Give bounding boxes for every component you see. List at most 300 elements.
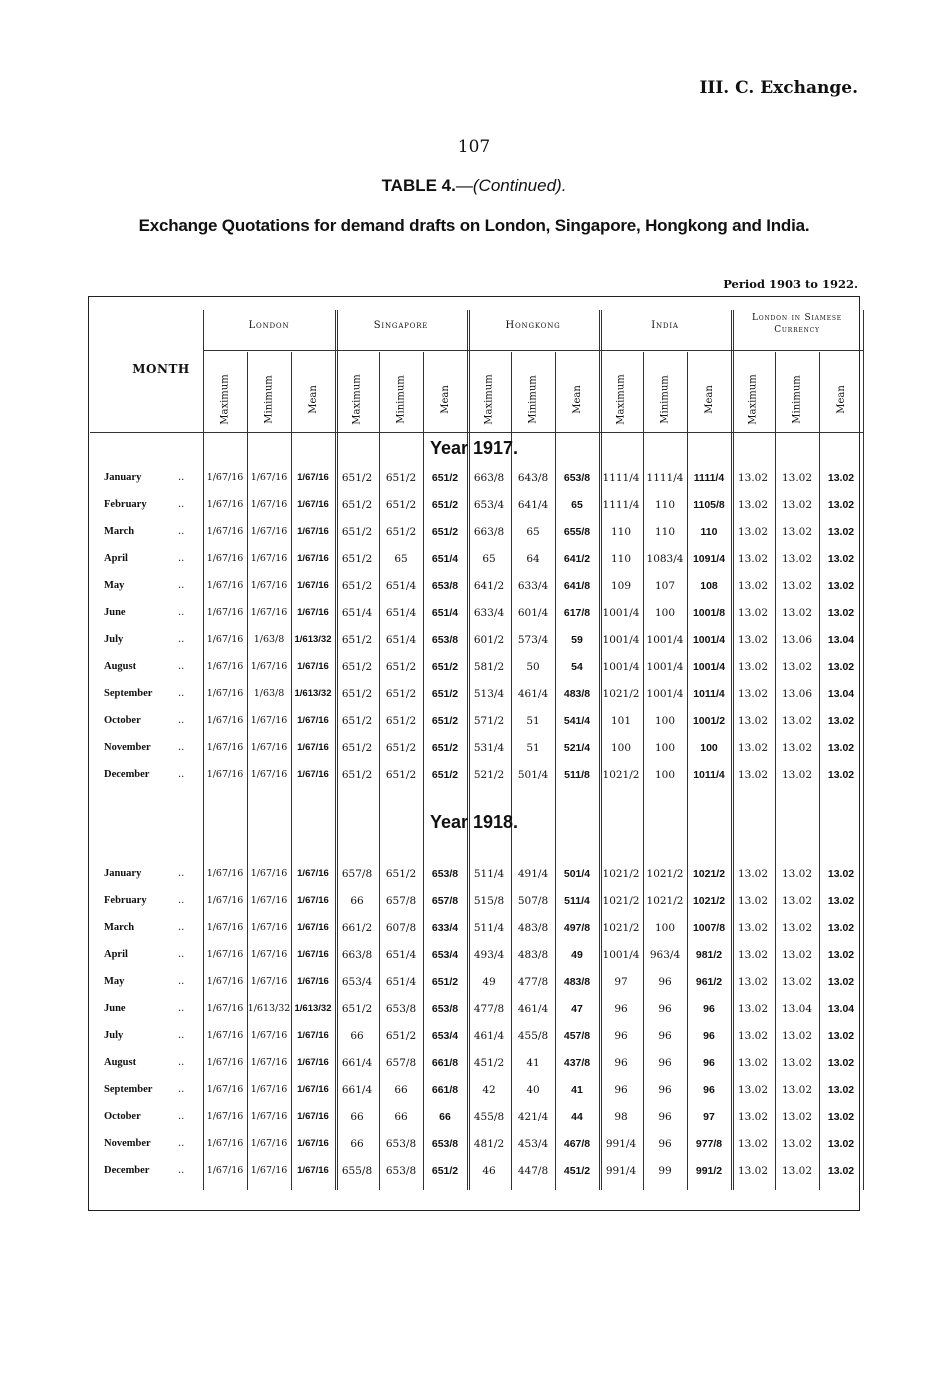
table-row xyxy=(90,1053,860,1079)
table-cell: 110 xyxy=(610,553,632,565)
table-cell: 1/67/16 xyxy=(250,868,288,879)
leader-dots: .. xyxy=(178,922,185,933)
table-cell: 1/67/16 xyxy=(250,499,288,510)
table-cell: 42 xyxy=(482,1084,496,1096)
table-cell: 1/67/16 xyxy=(206,526,244,537)
table-cell: 651/2 xyxy=(385,472,417,484)
table-cell: 651/4 xyxy=(385,634,417,646)
table-cell: 651/2 xyxy=(431,499,459,511)
table-cell: 651/2 xyxy=(341,526,373,538)
table-cell: 1/67/16 xyxy=(206,1165,244,1176)
table-cell: 1/67/16 xyxy=(206,868,244,879)
table-cell: 651/2 xyxy=(431,526,459,538)
table-cell: 1021/2 xyxy=(602,895,640,907)
table-row xyxy=(90,999,860,1025)
table-cell: 651/2 xyxy=(431,472,459,484)
column-subheader-label: Maximum xyxy=(351,373,363,425)
table-cell: 1/67/16 xyxy=(206,976,244,987)
table-cell: 1/67/16 xyxy=(250,1030,288,1041)
table-cell: 1/67/16 xyxy=(206,715,244,726)
table-cell: 96 xyxy=(703,1057,715,1069)
table-cell: 1/67/16 xyxy=(250,1111,288,1122)
table-row xyxy=(90,1161,860,1187)
table-cell: 13.02 xyxy=(737,634,769,646)
table-row xyxy=(90,864,860,890)
table-cell: 461/4 xyxy=(473,1030,505,1042)
table-cell: 651/2 xyxy=(431,661,459,673)
table-cell: 467/8 xyxy=(563,1138,591,1150)
table-cell: 13.02 xyxy=(781,661,813,673)
table-cell: 657/8 xyxy=(385,1057,417,1069)
table-cell: 13.02 xyxy=(781,742,813,754)
table-cell: 1021/2 xyxy=(646,895,684,907)
table-cell: 13.02 xyxy=(737,1084,769,1096)
table-cell: 13.02 xyxy=(781,472,813,484)
table-cell: 491/4 xyxy=(517,868,549,880)
table-cell: 97 xyxy=(614,976,628,988)
month-label: August xyxy=(104,1057,137,1068)
year-heading: Year 1917. xyxy=(429,438,519,458)
table-cell: 981/2 xyxy=(695,949,723,961)
table-cell: 483/8 xyxy=(517,922,549,934)
table-cell: 13.02 xyxy=(781,949,813,961)
table-cell: 13.02 xyxy=(737,1111,769,1123)
table-cell: 1021/2 xyxy=(602,868,640,880)
table-cell: 511/4 xyxy=(564,895,590,907)
column-subheader-label: Maximum xyxy=(615,373,627,425)
table-cell: 1/67/16 xyxy=(206,688,244,699)
table-cell: 511/4 xyxy=(473,868,505,880)
table-row xyxy=(90,549,860,575)
table-cell: 643/8 xyxy=(517,472,549,484)
table-cell: 483/8 xyxy=(563,976,591,988)
table-cell: 13.02 xyxy=(827,1111,855,1123)
table-cell: 13.02 xyxy=(737,1030,769,1042)
table-cell: 1/67/16 xyxy=(250,553,288,564)
table-cell: 13.02 xyxy=(827,1138,855,1150)
table-cell: 651/2 xyxy=(385,688,417,700)
table-cell: 573/4 xyxy=(517,634,549,646)
table-cell: 633/4 xyxy=(473,607,505,619)
table-cell: 1/67/16 xyxy=(250,715,288,726)
table-cell: 13.06 xyxy=(781,634,813,646)
table-cell: 100 xyxy=(654,715,676,727)
table-cell: 13.02 xyxy=(781,580,813,592)
column-subheader xyxy=(291,354,335,444)
table-row xyxy=(90,1080,860,1106)
table-cell: 1/67/16 xyxy=(250,472,288,483)
table-cell: 641/2 xyxy=(473,580,505,592)
column-subheader-label: Mean xyxy=(571,384,583,414)
table-cell: 1001/4 xyxy=(602,634,640,646)
table-cell: 653/4 xyxy=(431,949,459,961)
table-cell: 651/2 xyxy=(385,1030,417,1042)
table-cell: 1/67/16 xyxy=(250,949,288,960)
year-heading: Year 1918. xyxy=(429,812,519,832)
table-cell: 651/4 xyxy=(385,949,417,961)
table-cell: 651/2 xyxy=(431,769,459,781)
table-cell: 13.02 xyxy=(781,1057,813,1069)
leader-dots: .. xyxy=(178,868,185,879)
table-row xyxy=(90,945,860,971)
month-label: May xyxy=(104,580,125,591)
month-label: November xyxy=(104,1138,151,1149)
table-cell: 601/2 xyxy=(473,634,505,646)
table-cell: 13.02 xyxy=(781,895,813,907)
table-cell: 483/8 xyxy=(563,688,591,700)
table-cell: 65 xyxy=(526,526,540,538)
table-cell: 96 xyxy=(703,1003,715,1015)
table-cell: 13.02 xyxy=(827,769,855,781)
table-cell: 651/2 xyxy=(385,661,417,673)
table-cell: 1083/4 xyxy=(646,553,684,565)
table-cell: 1/67/16 xyxy=(250,580,288,591)
table-cell: 651/2 xyxy=(431,688,459,700)
table-cell: 1/613/32 xyxy=(294,688,332,699)
table-cell: 457/8 xyxy=(563,1030,591,1042)
table-cell: 1/613/32 xyxy=(247,1003,291,1014)
table-cell: 13.02 xyxy=(827,868,855,880)
month-label: April xyxy=(104,553,128,564)
month-label: July xyxy=(104,1030,124,1041)
table-cell: 1/67/16 xyxy=(250,661,288,672)
month-label: February xyxy=(104,499,147,510)
table-cell: 651/2 xyxy=(341,769,373,781)
table-cell: 1/67/16 xyxy=(206,1057,244,1068)
table-row xyxy=(90,630,860,656)
column-subheader-label: Maximum xyxy=(747,373,759,425)
month-label: June xyxy=(104,607,126,618)
month-header: MONTH xyxy=(132,362,190,376)
table-cell: 13.02 xyxy=(737,472,769,484)
table-cell: 13.02 xyxy=(737,742,769,754)
table-cell: 66 xyxy=(439,1111,451,1123)
table-cell: 13.02 xyxy=(737,976,769,988)
section-header: III. C. Exchange. xyxy=(699,78,858,98)
table-cell: 481/2 xyxy=(473,1138,505,1150)
table-cell: 41 xyxy=(526,1057,540,1069)
table-cell: 507/8 xyxy=(517,895,549,907)
leader-dots: .. xyxy=(178,1084,185,1095)
table-cell: 651/2 xyxy=(385,769,417,781)
table-cell: 571/2 xyxy=(473,715,505,727)
table-cell: 13.02 xyxy=(827,661,855,673)
table-cell: 96 xyxy=(614,1084,628,1096)
table-cell: 50 xyxy=(526,661,540,673)
table-cell: 1/67/16 xyxy=(206,922,244,933)
table-cell: 1/67/16 xyxy=(206,499,244,510)
table-cell: 99 xyxy=(658,1165,672,1177)
table-cell: 13.02 xyxy=(781,526,813,538)
table-cell: 521/4 xyxy=(563,742,591,754)
table-cell: 13.02 xyxy=(827,922,855,934)
table-cell: 100 xyxy=(654,742,676,754)
table-cell: 1/67/16 xyxy=(297,607,329,618)
column-subheader xyxy=(335,354,379,444)
table-cell: 1/67/16 xyxy=(206,1138,244,1149)
table-cell: 47 xyxy=(571,1003,583,1015)
month-label: September xyxy=(104,688,153,699)
table-cell: 651/2 xyxy=(341,634,373,646)
table-row xyxy=(90,1026,860,1052)
table-cell: 653/8 xyxy=(385,1003,417,1015)
table-cell: 651/2 xyxy=(341,715,373,727)
table-cell: 437/8 xyxy=(563,1057,591,1069)
table-cell: 991/4 xyxy=(605,1138,637,1150)
column-subheader xyxy=(423,354,467,444)
column-subheader xyxy=(379,354,423,444)
table-cell: 13.02 xyxy=(737,1057,769,1069)
table-cell: 13.02 xyxy=(737,580,769,592)
column-subheader-label: Maximum xyxy=(219,373,231,425)
table-cell: 13.02 xyxy=(737,553,769,565)
table-cell: 13.02 xyxy=(781,607,813,619)
leader-dots: .. xyxy=(178,472,185,483)
column-subheader-label: Mean xyxy=(835,384,847,414)
leader-dots: .. xyxy=(178,634,185,645)
table-cell: 1/67/16 xyxy=(250,742,288,753)
leader-dots: .. xyxy=(178,1003,185,1014)
table-row xyxy=(90,972,860,998)
table-cell: 641/8 xyxy=(563,580,591,592)
table-cell: 108 xyxy=(700,580,718,592)
table-title xyxy=(0,176,948,196)
column-group-header: Hongkong xyxy=(505,320,561,331)
table-cell: 1/67/16 xyxy=(206,661,244,672)
table-cell: 501/4 xyxy=(563,868,591,880)
table-cell: 651/2 xyxy=(385,499,417,511)
leader-dots: .. xyxy=(178,715,185,726)
month-label: March xyxy=(104,922,135,933)
table-cell: 1011/4 xyxy=(693,688,725,700)
table-title-suffix: —(Continued). xyxy=(455,176,567,195)
table-cell: 651/2 xyxy=(341,1003,373,1015)
table-cell: 651/4 xyxy=(385,580,417,592)
month-label: December xyxy=(104,769,150,780)
table-cell: 977/8 xyxy=(695,1138,723,1150)
table-cell: 653/4 xyxy=(473,499,505,511)
table-cell: 65 xyxy=(482,553,496,565)
table-cell: 651/4 xyxy=(431,553,459,565)
table-cell: 991/2 xyxy=(695,1165,723,1177)
table-cell: 13.02 xyxy=(781,769,813,781)
table-cell: 13.02 xyxy=(781,553,813,565)
table-cell: 1/63/8 xyxy=(253,688,285,699)
table-cell: 13.02 xyxy=(737,868,769,880)
table-cell: 40 xyxy=(526,1084,540,1096)
table-cell: 651/2 xyxy=(341,580,373,592)
table-cell: 13.02 xyxy=(737,661,769,673)
table-cell: 1001/4 xyxy=(692,661,726,673)
table-cell: 1/67/16 xyxy=(297,1030,329,1041)
table-cell: 661/4 xyxy=(341,1057,373,1069)
table-cell: 13.02 xyxy=(781,1138,813,1150)
table-cell: 13.02 xyxy=(827,1084,855,1096)
table-cell: 100 xyxy=(654,922,676,934)
column-subheader-label: Minimum xyxy=(263,374,275,424)
column-subheader xyxy=(555,354,599,444)
table-cell: 1/67/16 xyxy=(297,895,329,906)
table-cell: 96 xyxy=(658,1003,672,1015)
table-cell: 13.02 xyxy=(781,976,813,988)
table-cell: 661/2 xyxy=(341,922,373,934)
table-cell: 109 xyxy=(610,580,632,592)
table-cell: 13.04 xyxy=(827,634,855,646)
table-cell: 1/67/16 xyxy=(206,580,244,591)
table-row xyxy=(90,765,860,791)
column-subheader-label: Minimum xyxy=(395,374,407,424)
table-cell: 655/8 xyxy=(563,526,591,538)
column-subheader xyxy=(819,354,863,444)
month-label: March xyxy=(104,526,135,537)
table-cell: 1001/4 xyxy=(646,634,684,646)
table-row xyxy=(90,684,860,710)
table-cell: 1/67/16 xyxy=(250,769,288,780)
table-cell: 13.02 xyxy=(737,1165,769,1177)
table-cell: 1/67/16 xyxy=(206,895,244,906)
table-cell: 13.02 xyxy=(781,868,813,880)
table-cell: 13.02 xyxy=(827,553,855,565)
month-label: September xyxy=(104,1084,153,1095)
table-cell: 493/4 xyxy=(473,949,505,961)
table-cell: 96 xyxy=(614,1030,628,1042)
table-cell: 1/63/8 xyxy=(253,634,285,645)
table-cell: 1/67/16 xyxy=(297,1138,329,1149)
month-label: August xyxy=(104,661,137,672)
month-label: June xyxy=(104,1003,126,1014)
table-cell: 41 xyxy=(571,1084,583,1096)
table-row xyxy=(90,891,860,917)
table-row xyxy=(90,657,860,683)
table-cell: 651/2 xyxy=(385,526,417,538)
table-cell: 13.02 xyxy=(781,1165,813,1177)
table-cell: 13.02 xyxy=(827,976,855,988)
table-cell: 1/67/16 xyxy=(250,1138,288,1149)
table-cell: 13.02 xyxy=(827,715,855,727)
table-cell: 1/67/16 xyxy=(297,1165,329,1176)
table-cell: 607/8 xyxy=(385,922,417,934)
table-cell: 1/67/16 xyxy=(297,742,329,753)
table-cell: 651/2 xyxy=(341,661,373,673)
column-subheader xyxy=(203,354,247,444)
month-label: February xyxy=(104,895,147,906)
table-cell: 13.02 xyxy=(827,607,855,619)
table-cell: 651/4 xyxy=(431,607,459,619)
table-cell: 110 xyxy=(700,526,718,538)
month-label: January xyxy=(104,868,142,879)
table-cell: 1/67/16 xyxy=(206,1030,244,1041)
table-cell: 1/67/16 xyxy=(206,634,244,645)
table-cell: 483/8 xyxy=(517,949,549,961)
table-cell: 1007/8 xyxy=(692,922,726,934)
table-cell: 1001/4 xyxy=(602,607,640,619)
table-cell: 541/4 xyxy=(563,715,591,727)
table-cell: 65 xyxy=(571,499,583,511)
table-cell: 511/4 xyxy=(473,922,505,934)
table-cell: 1105/8 xyxy=(693,499,725,511)
table-cell: 451/2 xyxy=(473,1057,505,1069)
table-cell: 461/4 xyxy=(517,688,549,700)
table-cell: 100 xyxy=(654,769,676,781)
month-label: October xyxy=(104,715,141,726)
leader-dots: .. xyxy=(178,607,185,618)
table-cell: 663/8 xyxy=(473,526,505,538)
table-cell: 991/4 xyxy=(605,1165,637,1177)
table-cell: 101 xyxy=(610,715,632,727)
table-cell: 655/8 xyxy=(341,1165,373,1177)
table-cell: 96 xyxy=(658,1138,672,1150)
table-cell: 653/8 xyxy=(385,1165,417,1177)
table-row xyxy=(90,1134,860,1160)
table-row xyxy=(90,522,860,548)
table-cell: 96 xyxy=(658,1084,672,1096)
table-cell: 1001/4 xyxy=(602,949,640,961)
table-cell: 1/67/16 xyxy=(206,472,244,483)
table-cell: 651/2 xyxy=(431,742,459,754)
table-cell: 54 xyxy=(571,661,583,673)
table-cell: 1/67/16 xyxy=(206,769,244,780)
table-cell: 96 xyxy=(614,1057,628,1069)
table-cell: 96 xyxy=(614,1003,628,1015)
table-cell: 51 xyxy=(526,715,540,727)
month-label: April xyxy=(104,949,128,960)
table-cell: 44 xyxy=(571,1111,583,1123)
table-cell: 1111/4 xyxy=(646,472,684,484)
column-subheader xyxy=(687,354,731,444)
table-cell: 96 xyxy=(703,1030,715,1042)
table-cell: 13.02 xyxy=(827,1165,855,1177)
table-cell: 1/67/16 xyxy=(250,1165,288,1176)
table-title-main: TABLE 4. xyxy=(381,176,456,195)
table-row xyxy=(90,576,860,602)
table-cell: 531/4 xyxy=(473,742,505,754)
table-cell: 651/2 xyxy=(385,715,417,727)
table-cell: 46 xyxy=(482,1165,496,1177)
table-cell: 961/2 xyxy=(695,976,723,988)
column-subheader xyxy=(467,354,511,444)
table-cell: 13.04 xyxy=(827,1003,855,1015)
column-subheader-label: Mean xyxy=(703,384,715,414)
column-group-header: London in Siamese Currency xyxy=(752,313,842,335)
column-group-header: London xyxy=(248,320,290,331)
table-cell: 97 xyxy=(703,1111,715,1123)
table-cell: 66 xyxy=(350,1111,364,1123)
table-cell: 13.04 xyxy=(827,688,855,700)
table-cell: 1021/2 xyxy=(692,868,726,880)
table-cell: 66 xyxy=(350,895,364,907)
table-cell: 421/4 xyxy=(517,1111,549,1123)
table-cell: 1/67/16 xyxy=(250,1057,288,1068)
table-cell: 1/67/16 xyxy=(297,1111,329,1122)
table-cell: 651/2 xyxy=(341,742,373,754)
table-cell: 455/8 xyxy=(517,1030,549,1042)
table-cell: 1/67/16 xyxy=(297,1084,329,1095)
table-cell: 501/4 xyxy=(517,769,549,781)
table-row xyxy=(90,603,860,629)
table-cell: 13.02 xyxy=(827,499,855,511)
table-cell: 65 xyxy=(394,553,408,565)
month-label: May xyxy=(104,976,125,987)
table-row xyxy=(90,918,860,944)
table-cell: 477/8 xyxy=(517,976,549,988)
leader-dots: .. xyxy=(178,895,185,906)
table-cell: 447/8 xyxy=(517,1165,549,1177)
page-number: 107 xyxy=(457,137,491,157)
table-cell: 1111/4 xyxy=(602,499,640,511)
table-cell: 13.02 xyxy=(827,580,855,592)
column-subheader-label: Maximum xyxy=(483,373,495,425)
table-cell: 100 xyxy=(610,742,632,754)
